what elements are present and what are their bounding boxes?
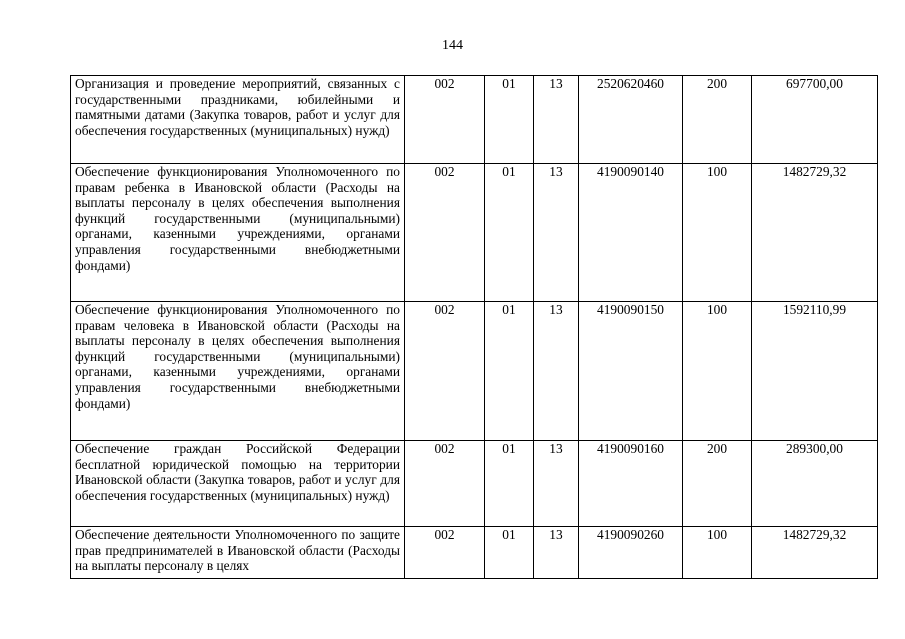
- ministry-code: 002: [405, 441, 485, 527]
- amount: 697700,00: [752, 76, 878, 164]
- target-article-code: 4190090150: [579, 302, 683, 441]
- table-row: [71, 527, 878, 579]
- section-code: 01: [485, 441, 534, 527]
- row-description: Обеспечение функционирования Уполномоченного по правам человека в Ивановской области (Расходы на выплаты персоналу в целях обеспечения выполнения функций государственными (муниципальными) органами, казенными учреждениями, органами управления государственными внебюджетными фондами): [71, 302, 405, 441]
- expense-type-code: 100: [683, 302, 752, 441]
- budget-table: [70, 75, 878, 579]
- subsection-code: 13: [534, 527, 579, 579]
- expense-type-code: 100: [683, 527, 752, 579]
- amount: 289300,00: [752, 441, 878, 527]
- row-description: Обеспечение функционирования Уполномоченного по правам ребенка в Ивановской области (Расходы на выплаты персоналу в целях обеспечения выполнения функций государственными (муниципальными) органами, казенными учреждениями, органами управления государственными внебюджетными фондами): [71, 164, 405, 302]
- target-article-code: 4190090140: [579, 164, 683, 302]
- target-article-code: 4190090260: [579, 527, 683, 579]
- subsection-code: 13: [534, 164, 579, 302]
- table-row: [71, 441, 878, 527]
- target-article-code: 2520620460: [579, 76, 683, 164]
- amount: 1482729,32: [752, 164, 878, 302]
- amount: 1592110,99: [752, 302, 878, 441]
- ministry-code: 002: [405, 527, 485, 579]
- subsection-code: 13: [534, 302, 579, 441]
- ministry-code: 002: [405, 164, 485, 302]
- section-code: 01: [485, 76, 534, 164]
- table-row: [71, 164, 878, 302]
- section-code: 01: [485, 164, 534, 302]
- section-code: 01: [485, 302, 534, 441]
- target-article-code: 4190090160: [579, 441, 683, 527]
- table-row: [71, 76, 878, 164]
- page-number: 144: [442, 38, 463, 53]
- expense-type-code: 100: [683, 164, 752, 302]
- subsection-code: 13: [534, 441, 579, 527]
- table-row: [71, 302, 878, 441]
- section-code: 01: [485, 527, 534, 579]
- row-description: Обеспечение граждан Российской Федерации бесплатной юридической помощью на территории Ивановской области (Закупка товаров, работ и услуг для обеспечения государственных (муниципальных) нужд): [71, 441, 405, 527]
- row-description: Обеспечение деятельности Уполномоченного по защите прав предпринимателей в Ивановской области (Расходы на выплаты персоналу в целях: [71, 527, 405, 579]
- ministry-code: 002: [405, 302, 485, 441]
- expense-type-code: 200: [683, 76, 752, 164]
- expense-type-code: 200: [683, 441, 752, 527]
- amount: 1482729,32: [752, 527, 878, 579]
- row-description: Организация и проведение мероприятий, связанных с государственными праздниками, юбилейными и памятными датами (Закупка товаров, работ и услуг для обеспечения государственных (муниципальных) нужд): [71, 76, 405, 164]
- ministry-code: 002: [405, 76, 485, 164]
- subsection-code: 13: [534, 76, 579, 164]
